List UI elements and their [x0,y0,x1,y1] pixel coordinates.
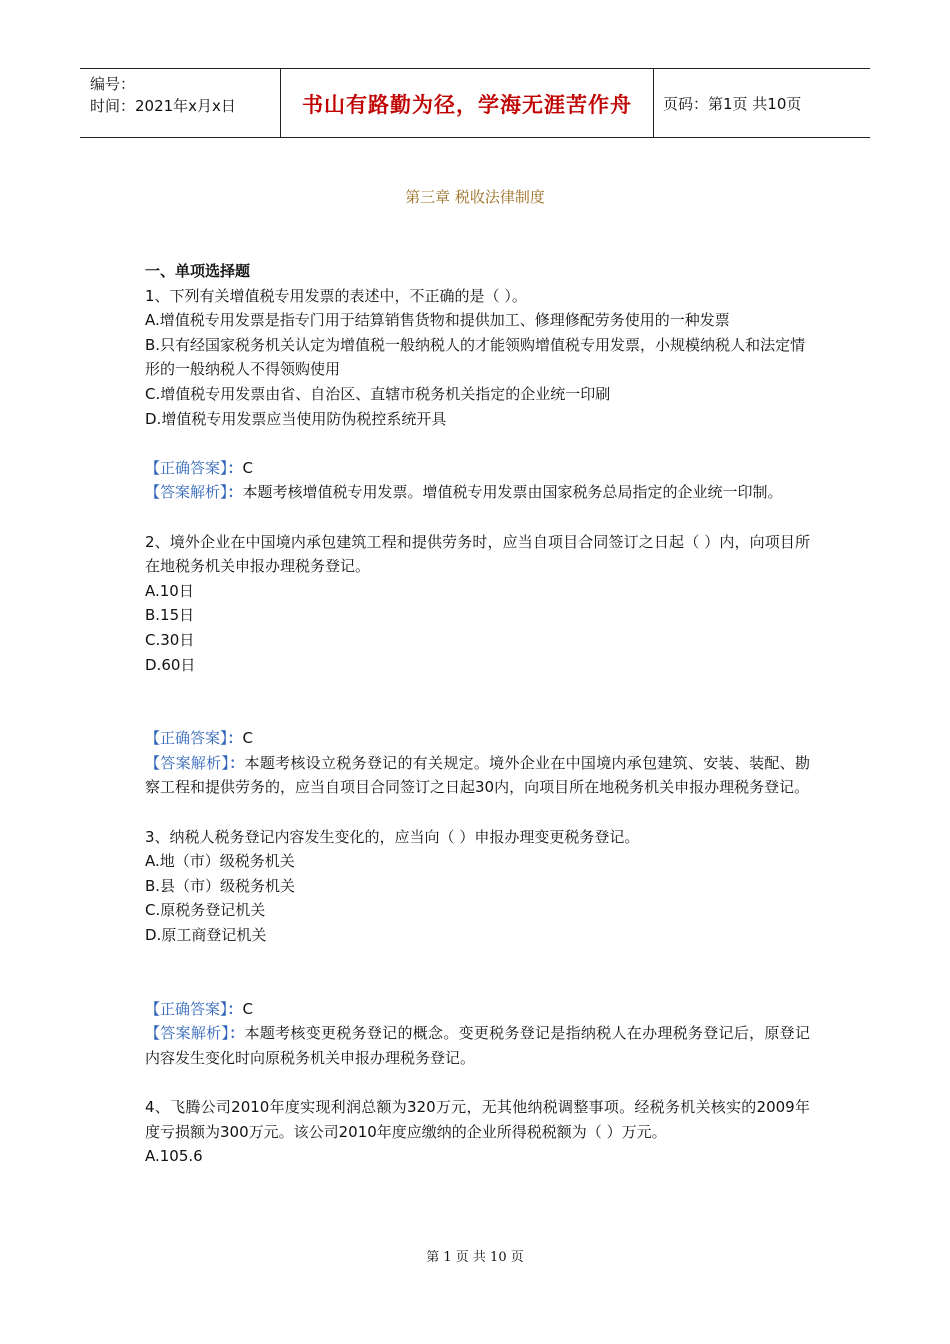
answer-separator: ： [227,999,243,1018]
question-list [145,259,810,1169]
question-stem: 2、境外企业在中国境内承包建筑工程和提供劳务时，应当自项目合同签订之日起（ ）内，向项目所在地税务机关申报办理税务登记。 [145,532,810,576]
analysis-text: 本题考核设立税务登记的有关规定。境外企业在中国境内承包建筑、安装、装配、勘察工程和提供劳务的，应当自项目合同签订之日起30内，向项目所在地税务机关申报办理税务登记。 [145,753,810,797]
question-option: C.30日 [145,630,195,649]
analysis-separator: ： [229,753,245,772]
analysis-text: 本题考核增值税专用发票。增值税专用发票由国家税务总局指定的企业统一印制。 [242,483,783,502]
question-option: B.只有经国家税务机关认定为增值税一般纳税人的才能领购增值税专用发票，小规模纳税人和法定情形的一般纳税人不得领购使用 [145,335,806,379]
question-option: A.105.6 [145,1147,203,1166]
document-header [80,68,870,138]
header-motto: 书山有路勤为径，学海无涯苦作舟 [281,69,654,137]
question-stem: 3、纳税人税务登记内容发生变化的，应当向（ ）申报办理变更税务登记。 [145,827,640,846]
analysis-label: 【答案解析】 [145,483,228,502]
analysis-separator: ： [229,1024,245,1043]
answer-separator: ： [227,458,243,477]
chapter-title: 第三章 税收法律制度 [405,188,545,206]
answer-line [145,726,810,751]
question-stem: 1、下列有关增值税专用发票的表述中，不正确的是（ ）。 [145,286,527,305]
answer-label: 【正确答案】 [145,999,228,1018]
question-option: B.县（市）级税务机关 [145,876,296,895]
header-page-info: 页码：第1页 共10页 [663,94,802,113]
question-option: A.地（市）级税务机关 [145,852,295,871]
answer-line [145,997,810,1022]
analysis-line [145,1021,810,1070]
question-option: B.15日 [145,606,195,625]
question-option: C.原税务登记机关 [145,901,266,920]
analysis-line [145,480,810,505]
answer-value: C [242,999,254,1018]
question-option: A.10日 [145,581,194,600]
answer-value: C [242,729,254,748]
header-date: 时间：2021年x月x日 [90,97,236,115]
answer-separator: ： [227,729,243,748]
question-option: D.原工商登记机关 [145,926,267,945]
answer-value: C [242,458,254,477]
question-option: A.增值税专用发票是指专门用于结算销售货物和提供加工、修理修配劳务使用的一种发票 [145,311,730,330]
answer-line [145,456,810,481]
analysis-line [145,751,810,800]
page-footer: 第 1 页 共 10 页 [426,1250,524,1265]
analysis-label: 【答案解析】 [145,753,230,772]
analysis-text: 本题考核变更税务登记的概念。变更税务登记是指纳税人在办理税务登记后，原登记内容发生变化时向原税务机关申报办理税务登记。 [145,1024,810,1067]
answer-label: 【正确答案】 [145,458,228,477]
header-meta [80,69,281,137]
header-code-label: 编号： [90,75,136,93]
section-heading: 一、单项选择题 [145,262,251,280]
question-option: C.增值税专用发票由省、自治区、直辖市税务机关指定的企业统一印刷 [145,384,611,403]
question-option: D.增值税专用发票应当使用防伪税控系统开具 [145,409,447,428]
question-option: D.60日 [145,655,196,674]
question-stem: 4、飞腾公司2010年度实现利润总额为320万元，无其他纳税调整事项。经税务机关核实的2009年度亏损额为300万元。该公司2010年度应缴纳的企业所得税税额为（ ）万元。 [145,1098,810,1141]
analysis-label: 【答案解析】 [145,1024,230,1043]
answer-label: 【正确答案】 [145,729,228,748]
analysis-separator: ： [227,483,243,502]
